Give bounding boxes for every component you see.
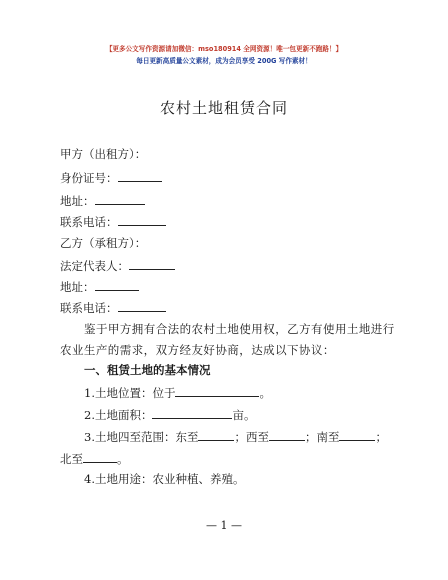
boundary-west-label: ；西至 [234,430,269,444]
boundary-end: 。 [117,452,129,466]
lessor-id-line [60,170,162,185]
lessor-label: 甲方（出租方）： [60,147,147,161]
boundary-separator: ； [375,430,387,444]
promo-banner-line-2: 每日更新高质量公文素材，成为会员享受 200G 写作素材！ [136,57,312,65]
lessor-line [60,147,146,161]
item-area-line [84,407,255,422]
lessor-phone-blank [118,214,166,226]
lessor-phone-label: 联系电话： [60,215,118,229]
lessor-address-line [60,193,145,208]
lessee-line [60,236,146,250]
lessor-id-blank [118,170,162,182]
north-blank [83,451,117,463]
lessee-label: 乙方（承租方）： [60,236,147,250]
item-area-unit: 亩。 [232,408,256,422]
lessor-address-label: 地址： [60,194,95,208]
section-1-heading: 一、租赁土地的基本情况 [84,363,211,377]
boundary-east-label: 3.土地四至范围：东至 [84,430,199,444]
boundary-north-label: 北至 [60,452,83,466]
lessee-address-blank [95,279,139,291]
south-blank [339,429,375,441]
area-blank [152,407,232,419]
item-location-line [84,385,271,400]
item-location-end: 。 [259,386,271,400]
lessor-address-blank [95,193,145,205]
boundary-south-label: ；南至 [304,430,340,444]
lessee-address-line [60,279,139,294]
page-number: — 1 — [206,519,242,532]
document-title: 农村土地租赁合同 [159,99,288,117]
lessee-rep-line [60,258,175,273]
east-blank [198,429,234,441]
lessee-address-label: 地址： [60,280,95,294]
lessee-phone-line [60,300,166,315]
lessee-phone-blank [118,300,166,312]
item-boundary-line [84,429,387,444]
preamble-line-2: 农业生产的需求，双方经友好协商，达成以下协议： [60,343,335,357]
lessor-phone-line [60,214,166,229]
item-boundary-north-line [60,451,129,466]
lessor-id-label: 身份证号： [60,171,118,185]
item-purpose-line: 4.土地用途：农业种植、养殖。 [84,472,245,486]
lessee-phone-label: 联系电话： [60,301,118,315]
lessee-rep-label: 法定代表人： [60,259,129,273]
preamble-line-1: 鉴于甲方拥有合法的农村土地使用权，乙方有使用土地进行 [84,322,395,336]
west-blank [269,429,305,441]
item-area-label: 2.土地面积： [84,408,153,422]
lessee-rep-blank [129,258,175,270]
promo-banner-line-1: 【更多公文写作资源请加微信：mso180914 全网资源！唯一包更新不跑路！】 [105,45,343,53]
item-location-label: 1.土地位置：位于 [84,386,176,400]
location-blank [175,385,259,397]
